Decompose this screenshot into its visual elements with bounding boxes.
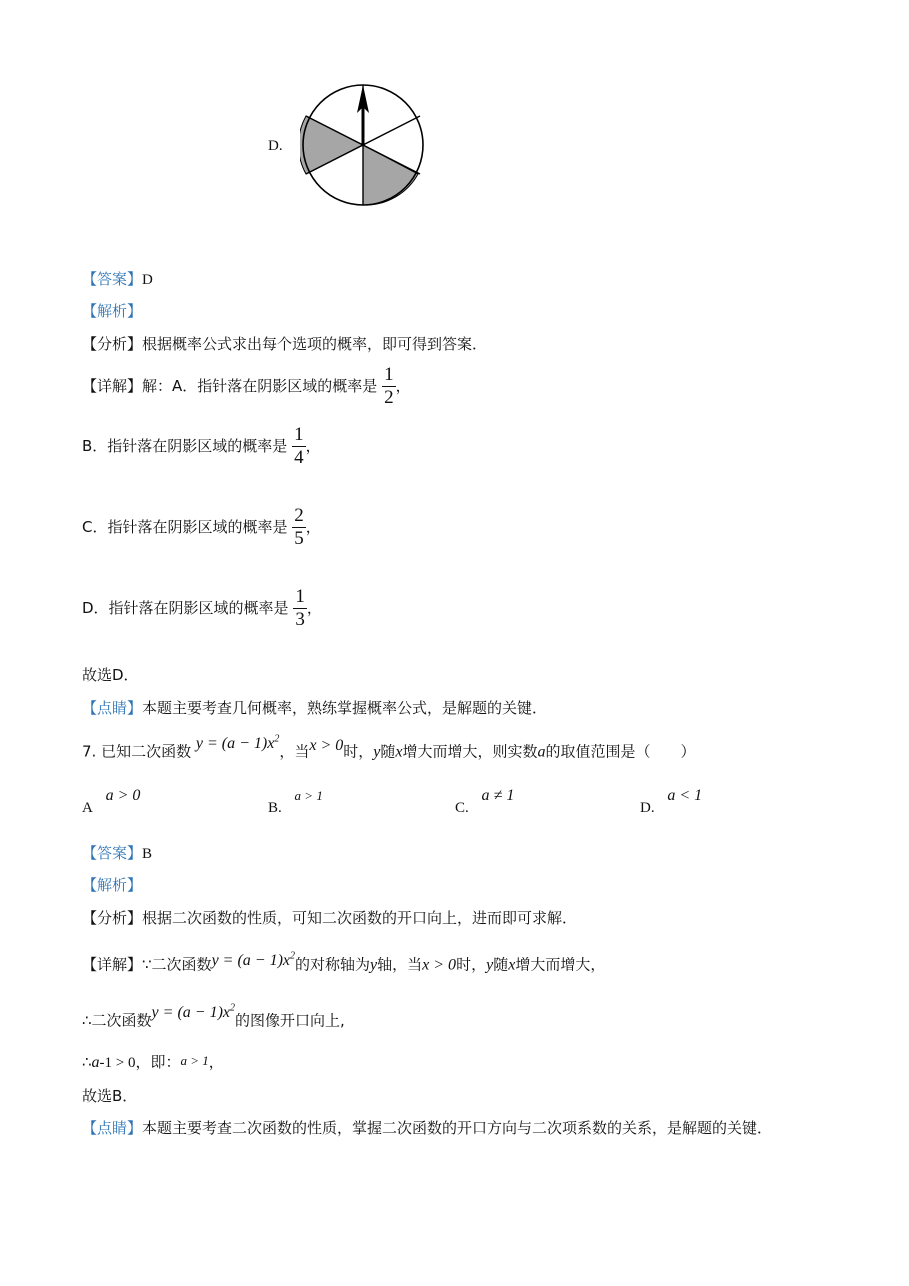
spinner-diagram (300, 82, 428, 208)
comma: ， (306, 599, 322, 617)
comma: ， (395, 377, 411, 395)
q7-choose: 故选B． (82, 1087, 138, 1105)
option-d-label: D. (268, 138, 283, 154)
detail-d-text: D．指针落在阴影区域的概率是 (82, 599, 289, 617)
comment-text: 本题主要考查几何概率，熟练掌握概率公式，是解题的关键． (142, 699, 548, 717)
q7-analysis-tag: 【解析】 (82, 876, 143, 894)
fraction-b: $\frac{1}{4}$ (294, 424, 304, 468)
q7-detail-line3: ∴a-1 > 0，即：a > 1， (82, 1053, 224, 1071)
fraction-a: $\frac{1}{2}$ (384, 364, 394, 408)
option-d: D. a < 1 (640, 787, 703, 816)
q7-detail-line1: 【详解】∵二次函数$y = (a - 1)x^2$的对称轴为y轴，当x > 0时，y随x增大而增大， (82, 951, 606, 974)
q6-analysis-tag: 【解析】 (82, 302, 143, 320)
comma: ， (305, 518, 321, 536)
detail-c-text: C．指针落在阴影区域的概率是 (82, 518, 288, 536)
comma: ， (305, 437, 321, 455)
q6-detail-a (82, 364, 411, 409)
q6-comment-line (82, 697, 547, 718)
shaded-sector-right (363, 145, 418, 205)
q6-choose: 故选D． (82, 666, 139, 684)
fenxi-tag: 【分析】 (82, 335, 143, 353)
q7-answer-line: 【答案】B (82, 844, 153, 862)
fenxi-text: 根据概率公式求出每个选项的概率，即可得到答案． (142, 335, 488, 353)
shaded-sector-left (300, 116, 363, 174)
comment-tag: 【点睛】 (82, 699, 143, 717)
function-expression: $y = (a - 1)x^2$ (195, 734, 280, 753)
fraction-d: $\frac{1}{3}$ (295, 586, 305, 630)
q6-fenxi-line (82, 333, 487, 354)
condition-x: x > 0 (309, 737, 344, 755)
detail-b-text: B．指针落在阴影区域的概率是 (82, 437, 288, 455)
q7-stem: 7. 已知二次函数 $y = (a - 1)x^2$，当x > 0时，y随x增大而增大，则实数a的取值范围是（ ） (82, 734, 696, 761)
q6-detail-b (82, 424, 321, 469)
detail-tag: 【详解】 (82, 377, 143, 395)
fraction-c: $\frac{2}{5}$ (294, 505, 304, 549)
q7-fenxi-line: 【分析】根据二次函数的性质，可知二次函数的开口向上，进而即可求解． (82, 909, 578, 927)
q6-detail-c (82, 505, 321, 550)
answer-value: D (142, 272, 153, 288)
q7-detail-line2: ∴二次函数$y = (a - 1)x^2$的图像开口向上, (82, 1003, 345, 1030)
q6-detail-d (82, 586, 322, 631)
option-b: B. a > 1 (268, 788, 323, 816)
answer-tag: 【答案】 (82, 270, 143, 288)
option-c: C. a ≠ 1 (455, 787, 515, 816)
stem-prefix: 7. 已知二次函数 (82, 742, 192, 761)
q6-answer-line (82, 268, 153, 289)
option-a: A a > 0 (82, 787, 141, 816)
q7-comment-line: 【点睛】本题主要考查二次函数的性质，掌握二次函数的开口方向与二次项系数的关系，是解题的关键． (82, 1119, 773, 1137)
detail-a-text: 解：A．指针落在阴影区域的概率是 (142, 377, 378, 395)
